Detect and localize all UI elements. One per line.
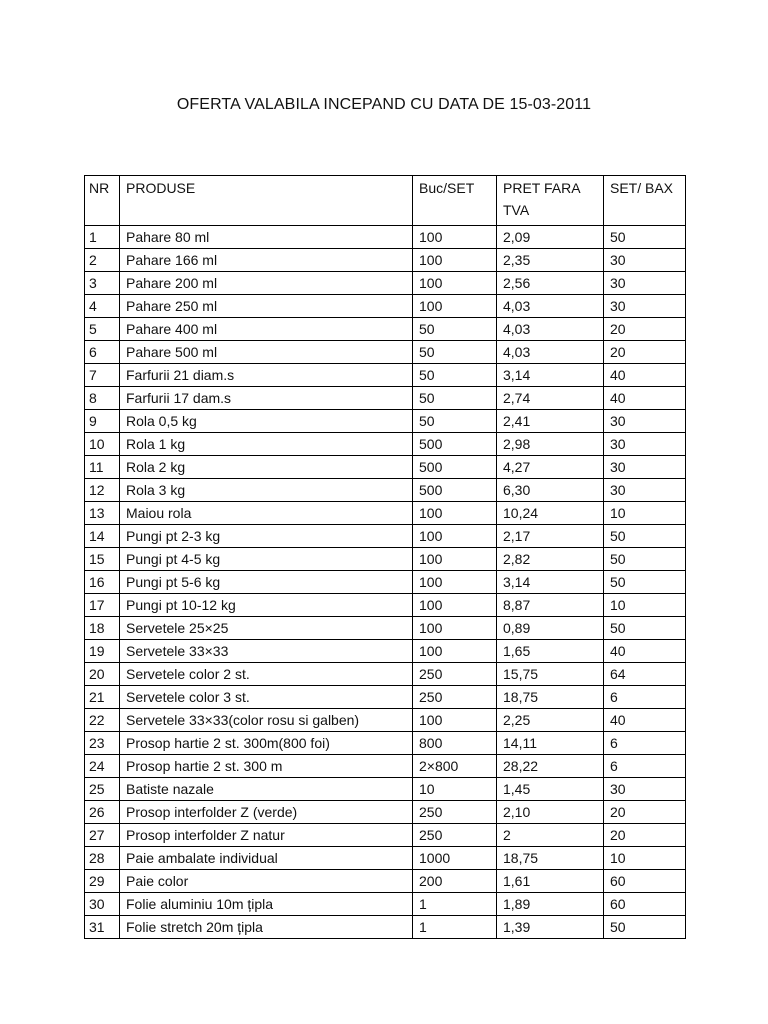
cell-produs: Rola 2 kg [120, 456, 413, 479]
cell-set-bax: 40 [604, 640, 686, 663]
table-row [85, 640, 686, 663]
cell-nr: 27 [85, 824, 120, 847]
cell-nr: 11 [85, 456, 120, 479]
cell-buc-set: 100 [413, 709, 497, 732]
cell-set-bax: 30 [604, 272, 686, 295]
table-row [85, 456, 686, 479]
table-header-row [85, 176, 686, 226]
cell-buc-set: 100 [413, 571, 497, 594]
cell-set-bax: 50 [604, 525, 686, 548]
cell-pret: 28,22 [497, 755, 604, 778]
cell-produs: Pahare 500 ml [120, 341, 413, 364]
page-title: OFERTA VALABILA INCEPAND CU DATA DE 15-03-2011 [176, 96, 592, 113]
cell-produs: Pahare 250 ml [120, 295, 413, 318]
cell-nr: 8 [85, 387, 120, 410]
cell-buc-set: 2×800 [413, 755, 497, 778]
cell-pret: 6,30 [497, 479, 604, 502]
cell-nr: 20 [85, 663, 120, 686]
cell-produs: Servetele 25×25 [120, 617, 413, 640]
cell-set-bax: 50 [604, 226, 686, 249]
cell-pret: 1,45 [497, 778, 604, 801]
table-row [85, 755, 686, 778]
cell-nr: 12 [85, 479, 120, 502]
cell-set-bax: 40 [604, 364, 686, 387]
table-row [85, 709, 686, 732]
cell-buc-set: 500 [413, 479, 497, 502]
cell-produs: Pungi pt 2-3 kg [120, 525, 413, 548]
cell-set-bax: 64 [604, 663, 686, 686]
cell-buc-set: 250 [413, 824, 497, 847]
cell-nr: 18 [85, 617, 120, 640]
cell-produs: Pahare 200 ml [120, 272, 413, 295]
cell-set-bax: 40 [604, 709, 686, 732]
cell-produs: Paie ambalate individual [120, 847, 413, 870]
cell-nr: 3 [85, 272, 120, 295]
cell-produs: Batiste nazale [120, 778, 413, 801]
cell-nr: 4 [85, 295, 120, 318]
table-row [85, 410, 686, 433]
cell-pret: 15,75 [497, 663, 604, 686]
cell-nr: 26 [85, 801, 120, 824]
cell-produs: Pungi pt 4-5 kg [120, 548, 413, 571]
cell-nr: 14 [85, 525, 120, 548]
cell-buc-set: 100 [413, 502, 497, 525]
cell-pret: 3,14 [497, 364, 604, 387]
cell-set-bax: 50 [604, 571, 686, 594]
cell-pret: 8,87 [497, 594, 604, 617]
cell-pret: 4,03 [497, 295, 604, 318]
table-row [85, 433, 686, 456]
cell-produs: Servetele 33×33 [120, 640, 413, 663]
table-row [85, 916, 686, 939]
table-row [85, 824, 686, 847]
cell-set-bax: 6 [604, 732, 686, 755]
cell-nr: 9 [85, 410, 120, 433]
cell-set-bax: 30 [604, 778, 686, 801]
cell-nr: 30 [85, 893, 120, 916]
table-row [85, 295, 686, 318]
header-buc-set: Buc/SET [413, 176, 497, 226]
cell-produs: Prosop hartie 2 st. 300m(800 foi) [120, 732, 413, 755]
cell-set-bax: 60 [604, 870, 686, 893]
cell-pret: 1,39 [497, 916, 604, 939]
cell-pret: 1,65 [497, 640, 604, 663]
cell-set-bax: 6 [604, 686, 686, 709]
cell-produs: Prosop interfolder Z (verde) [120, 801, 413, 824]
cell-buc-set: 50 [413, 387, 497, 410]
cell-pret: 18,75 [497, 686, 604, 709]
table-row [85, 801, 686, 824]
cell-set-bax: 20 [604, 341, 686, 364]
cell-buc-set: 50 [413, 318, 497, 341]
cell-pret: 10,24 [497, 502, 604, 525]
cell-nr: 13 [85, 502, 120, 525]
cell-pret: 0,89 [497, 617, 604, 640]
cell-nr: 15 [85, 548, 120, 571]
cell-nr: 5 [85, 318, 120, 341]
header-nr: NR [85, 176, 120, 226]
cell-pret: 2,09 [497, 226, 604, 249]
cell-nr: 21 [85, 686, 120, 709]
cell-set-bax: 40 [604, 387, 686, 410]
cell-set-bax: 20 [604, 824, 686, 847]
cell-pret: 2,35 [497, 249, 604, 272]
cell-nr: 25 [85, 778, 120, 801]
header-produse: PRODUSE [120, 176, 413, 226]
table-row [85, 847, 686, 870]
cell-buc-set: 100 [413, 226, 497, 249]
cell-nr: 17 [85, 594, 120, 617]
cell-produs: Pungi pt 10-12 kg [120, 594, 413, 617]
cell-buc-set: 50 [413, 341, 497, 364]
cell-set-bax: 20 [604, 318, 686, 341]
cell-pret: 1,61 [497, 870, 604, 893]
cell-pret: 4,03 [497, 318, 604, 341]
cell-set-bax: 20 [604, 801, 686, 824]
table-row [85, 249, 686, 272]
table-row [85, 525, 686, 548]
cell-nr: 2 [85, 249, 120, 272]
table-row [85, 594, 686, 617]
cell-buc-set: 250 [413, 686, 497, 709]
table-row [85, 663, 686, 686]
cell-buc-set: 100 [413, 640, 497, 663]
cell-pret: 4,27 [497, 456, 604, 479]
cell-produs: Prosop hartie 2 st. 300 m [120, 755, 413, 778]
cell-buc-set: 100 [413, 272, 497, 295]
cell-buc-set: 200 [413, 870, 497, 893]
header-pret-fara-tva: PRET FARA TVA [497, 176, 604, 226]
cell-produs: Paie color [120, 870, 413, 893]
header-set-bax: SET/ BAX [604, 176, 686, 226]
cell-buc-set: 50 [413, 410, 497, 433]
cell-buc-set: 100 [413, 249, 497, 272]
cell-buc-set: 1 [413, 893, 497, 916]
cell-buc-set: 100 [413, 295, 497, 318]
cell-pret: 2,74 [497, 387, 604, 410]
cell-set-bax: 10 [604, 847, 686, 870]
table-row [85, 870, 686, 893]
cell-buc-set: 50 [413, 364, 497, 387]
cell-buc-set: 500 [413, 433, 497, 456]
cell-pret: 2,82 [497, 548, 604, 571]
cell-produs: Prosop interfolder Z natur [120, 824, 413, 847]
cell-nr: 16 [85, 571, 120, 594]
cell-buc-set: 1 [413, 916, 497, 939]
cell-produs: Pahare 166 ml [120, 249, 413, 272]
cell-buc-set: 250 [413, 801, 497, 824]
cell-produs: Servetele 33×33(color rosu si galben) [120, 709, 413, 732]
cell-nr: 31 [85, 916, 120, 939]
cell-produs: Farfurii 21 diam.s [120, 364, 413, 387]
table-row [85, 732, 686, 755]
cell-set-bax: 6 [604, 755, 686, 778]
cell-pret: 1,89 [497, 893, 604, 916]
cell-buc-set: 100 [413, 548, 497, 571]
cell-pret: 2 [497, 824, 604, 847]
cell-produs: Maiou rola [120, 502, 413, 525]
offer-table [84, 175, 686, 939]
cell-nr: 10 [85, 433, 120, 456]
cell-pret: 2,56 [497, 272, 604, 295]
table-row [85, 686, 686, 709]
cell-produs: Farfurii 17 dam.s [120, 387, 413, 410]
cell-set-bax: 30 [604, 433, 686, 456]
cell-produs: Folie stretch 20m țipla [120, 916, 413, 939]
cell-set-bax: 50 [604, 617, 686, 640]
cell-set-bax: 50 [604, 916, 686, 939]
cell-produs: Rola 1 kg [120, 433, 413, 456]
table-row [85, 272, 686, 295]
cell-produs: Pungi pt 5-6 kg [120, 571, 413, 594]
cell-produs: Rola 3 kg [120, 479, 413, 502]
cell-buc-set: 250 [413, 663, 497, 686]
cell-nr: 22 [85, 709, 120, 732]
table-row [85, 479, 686, 502]
cell-buc-set: 800 [413, 732, 497, 755]
cell-set-bax: 30 [604, 479, 686, 502]
cell-nr: 24 [85, 755, 120, 778]
cell-pret: 2,25 [497, 709, 604, 732]
cell-set-bax: 10 [604, 502, 686, 525]
cell-set-bax: 10 [604, 594, 686, 617]
cell-nr: 28 [85, 847, 120, 870]
cell-set-bax: 30 [604, 295, 686, 318]
cell-pret: 2,41 [497, 410, 604, 433]
cell-pret: 4,03 [497, 341, 604, 364]
table-row [85, 226, 686, 249]
table-row [85, 341, 686, 364]
cell-produs: Servetele color 2 st. [120, 663, 413, 686]
cell-pret: 18,75 [497, 847, 604, 870]
table-row [85, 502, 686, 525]
table-row [85, 318, 686, 341]
cell-nr: 23 [85, 732, 120, 755]
cell-set-bax: 30 [604, 410, 686, 433]
cell-produs: Rola 0,5 kg [120, 410, 413, 433]
table-row [85, 548, 686, 571]
table-row [85, 893, 686, 916]
table-row [85, 364, 686, 387]
cell-buc-set: 1000 [413, 847, 497, 870]
cell-nr: 1 [85, 226, 120, 249]
cell-nr: 19 [85, 640, 120, 663]
cell-produs: Pahare 80 ml [120, 226, 413, 249]
cell-pret: 3,14 [497, 571, 604, 594]
cell-set-bax: 30 [604, 249, 686, 272]
cell-buc-set: 100 [413, 525, 497, 548]
table-row [85, 617, 686, 640]
cell-buc-set: 100 [413, 594, 497, 617]
cell-produs: Pahare 400 ml [120, 318, 413, 341]
cell-nr: 7 [85, 364, 120, 387]
cell-pret: 2,17 [497, 525, 604, 548]
cell-pret: 2,98 [497, 433, 604, 456]
table-row [85, 778, 686, 801]
table-row [85, 571, 686, 594]
cell-set-bax: 60 [604, 893, 686, 916]
cell-set-bax: 30 [604, 456, 686, 479]
cell-set-bax: 50 [604, 548, 686, 571]
cell-pret: 14,11 [497, 732, 604, 755]
cell-produs: Servetele color 3 st. [120, 686, 413, 709]
cell-nr: 29 [85, 870, 120, 893]
table-row [85, 387, 686, 410]
cell-produs: Folie aluminiu 10m țipla [120, 893, 413, 916]
cell-buc-set: 10 [413, 778, 497, 801]
cell-nr: 6 [85, 341, 120, 364]
cell-buc-set: 500 [413, 456, 497, 479]
cell-pret: 2,10 [497, 801, 604, 824]
cell-buc-set: 100 [413, 617, 497, 640]
